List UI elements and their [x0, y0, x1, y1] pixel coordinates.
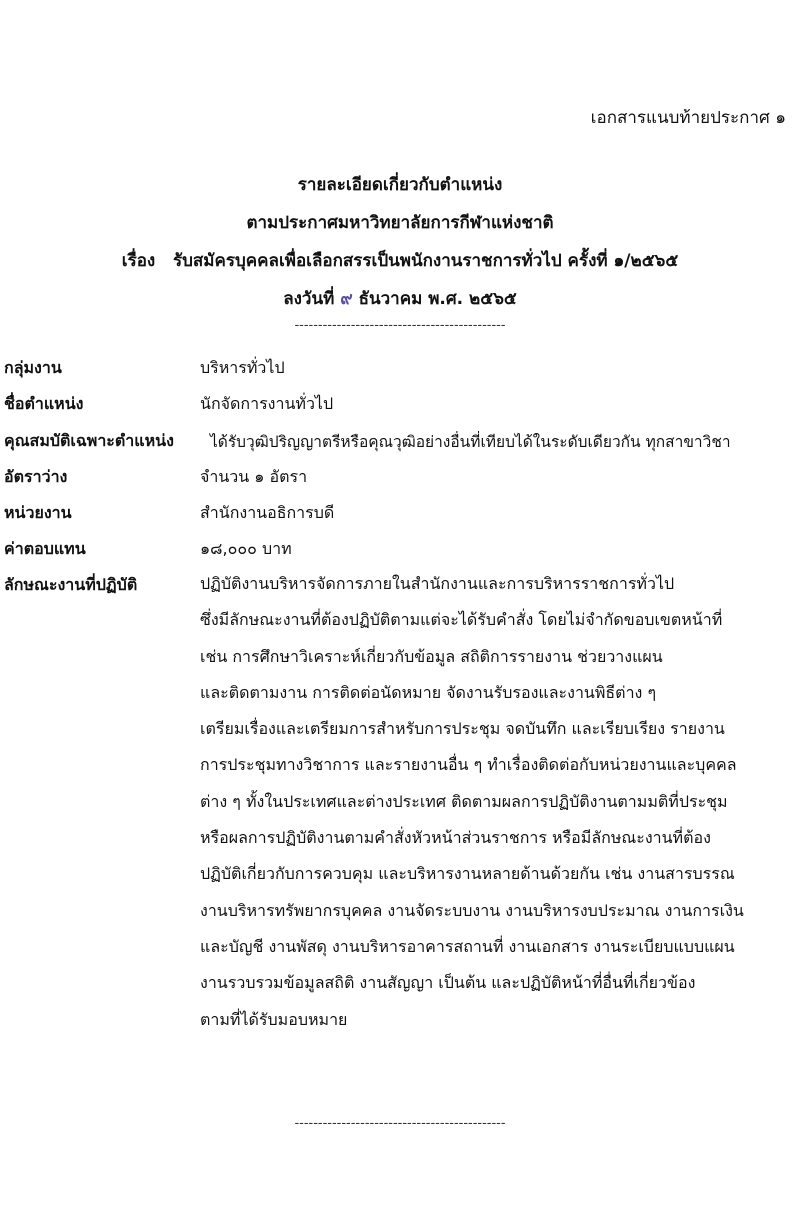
- field-value: ได้รับวุฒิปริญญาตรีหรือคุณวุฒิอย่างอื่นที่เทียบได้ในระดับเดียวกัน ทุกสาขาวิชา: [210, 433, 731, 451]
- duty-line: หรือผลการปฏิบัติงานตามคำสั่งหัวหน้าส่วนราชการ หรือมีลักษณะงานที่ต้อง: [200, 828, 711, 848]
- duty-line: เช่น การศึกษาวิเคราะห์เกี่ยวกับข้อมูล สถิติการรายงาน ช่วยวางแผน: [200, 646, 663, 666]
- duty-line: การประชุมทางวิชาการ และรายงานอื่น ๆ ทำเรื่องติดต่อกับหน่วยงานและบุคคล: [200, 755, 737, 775]
- field-value: บริหารทั่วไป: [200, 358, 285, 377]
- title-subject-line: [0, 246, 800, 284]
- field-label: หน่วยงาน: [4, 503, 72, 522]
- title-line-2: ตามประกาศมหาวิทยาลัยการกีฬาแห่งชาติ: [246, 213, 554, 233]
- duty-line: ปฏิบัติงานบริหารจัดการภายในสำนักงานและการบริหารราชการทั่วไป: [200, 574, 675, 593]
- field-label: ชื่อตำแหน่ง: [4, 394, 84, 413]
- date-prefix: ลงวันที่: [283, 289, 335, 309]
- attachment-note: เอกสารแนบท้ายประกาศ ๑: [590, 108, 786, 128]
- duty-line: ต่าง ๆ ทั้งในประเทศและต่างประเทศ ติดตามผลการปฏิบัติงานตามมติที่ประชุม: [200, 791, 728, 811]
- title-line-1: รายละเอียดเกี่ยวกับตำแหน่ง: [297, 175, 503, 195]
- field-value: สำนักงานอธิการบดี: [200, 503, 335, 522]
- duty-line: งานบริหารทรัพยากรบุคคล งานจัดระบบงาน งานบริหารงบประมาณ งานการเงิน: [200, 900, 744, 920]
- separator-top: ---------------------------------------------: [294, 318, 506, 333]
- field-label: อัตราว่าง: [4, 467, 68, 486]
- duty-line: เตรียมเรื่องและเตรียมการสำหรับการประชุม จดบันทึก และเรียบเรียง รายงาน: [200, 719, 725, 739]
- field-label: คุณสมบัติเฉพาะตำแหน่ง: [4, 431, 174, 450]
- title-block: [0, 170, 800, 322]
- field-value: นักจัดการงานทั่วไป: [200, 394, 334, 413]
- title-date-line: [0, 284, 800, 322]
- duty-line: ตามที่ได้รับมอบหมาย: [200, 1009, 348, 1029]
- subject-text: รับสมัครบุคคลเพื่อเลือกสรรเป็นพนักงานราชการทั่วไป ครั้งที่ ๑/๒๕๖๕: [173, 251, 679, 271]
- field-label: ค่าตอบแทน: [4, 539, 86, 558]
- duty-line: งานรวบรวมข้อมูลสถิติ งานสัญญา เป็นต้น และปฏิบัติหน้าที่อื่นที่เกี่ยวข้อง: [200, 973, 696, 993]
- duties-text: [200, 570, 795, 1042]
- duty-line: ปฏิบัติเกี่ยวกับการควบคุม และบริหารงานหลายด้านด้วยกัน เช่น งานสารบรรณ: [200, 864, 735, 884]
- date-rest: ธันวาคม พ.ศ. ๒๕๖๕: [358, 289, 517, 309]
- date-day: ๙: [340, 289, 353, 309]
- field-value: ๑๘,๐๐๐ บาท: [200, 539, 292, 558]
- subject-label: เรื่อง: [121, 251, 156, 271]
- duty-line: ซึ่งมีลักษณะงานที่ต้องปฏิบัติตามแต่จะได้รับคำสั่ง โดยไม่จำกัดขอบเขตหน้าที่: [200, 610, 723, 630]
- duty-line: และติดตามงาน การติดต่อนัดหมาย จัดงานรับรองและงานพิธีต่าง ๆ: [200, 682, 657, 702]
- duty-line: และบัญชี งานพัสดุ งานบริหารอาคารสถานที่ งานเอกสาร งานระเบียบแบบแผน: [200, 936, 735, 956]
- field-label: ลักษณะงานที่ปฏิบัติ: [4, 575, 138, 594]
- separator-bottom: ---------------------------------------------: [294, 1116, 506, 1131]
- field-value: จำนวน ๑ อัตรา: [200, 467, 308, 486]
- field-label: กลุ่มงาน: [4, 358, 62, 377]
